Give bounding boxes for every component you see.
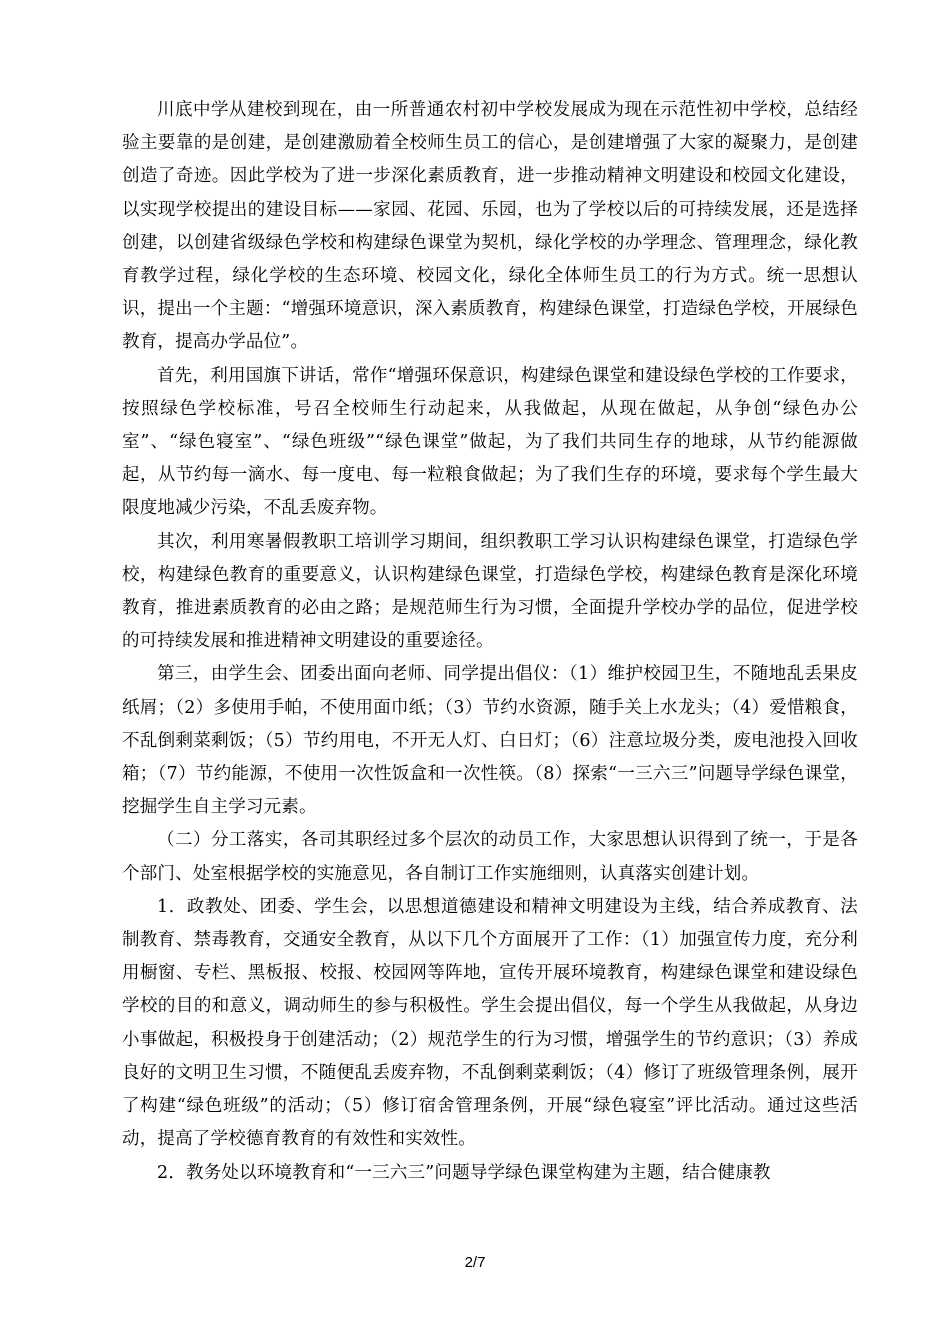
paragraph-item-two: 2．教务处以环境教育和“一三六三”问题导学绿色课堂构建为主题，结合健康教 xyxy=(157,1162,771,1183)
paragraph-section-two: （二）分工落实，各司其职经过多个层次的动员工作，大家思想认识得到了统一，于是各个部门、处室根据学校的实施意见，各自制订工作实施细则，认真落实创建计划。 xyxy=(122,830,858,884)
paragraph-intro: 川底中学从建校到现在，由一所普通农村初中学校发展成为现在示范性初中学校，总结经验主要靠的是创建，是创建激励着全校师生员工的信心，是创建增强了大家的凝聚力，是创建创造了奇迹。因此学校为了进一步深化素质教育，进一步推动精神文明建设和校园文化建设，以实现学校提出的建设目标——家园、花园、乐园，也为了学校以后的可持续发展，还是选择创建，以创建省级绿色学校和构建绿色课堂为契机，绿化学校的办学理念、管理理念，绿化教育教学过程，绿化学校的生态环境、校园文化，绿化全体师生员工的行为方式。统一思想认识，提出一个主题：“增强环境意识，深入素质教育，构建绿色课堂，打造绿色学校，开展绿色教育，提高办学品位”。 xyxy=(122,100,858,353)
paragraph-third-measure: 第三，由学生会、团委出面向老师、同学提出倡仪：（1）维护校园卫生，不随地乱丢果皮纸屑；（2）多使用手帕，不使用面巾纸；（3）节约水资源，随手关上水龙头；（4）爱惜粮食，不乱倒剩菜剩饭；（5）节约用电，不开无人灯、白日灯；（6）注意垃圾分类，废电池投入回收箱；（7）节约能源，不使用一次性饭盒和一次性筷。（8）探索“一三六三”问题导学绿色课堂，挖掘学生自主学习元素。 xyxy=(122,664,858,818)
document-body xyxy=(122,94,858,1190)
paragraph-first-measure: 首先，利用国旗下讲话，常作“增强环保意识，构建绿色课堂和建设绿色学校的工作要求，按照绿色学校标准，号召全校师生行动起来，从我做起，从现在做起，从争创“绿色办公室”、“绿色寝室”、“绿色班级”“绿色课堂”做起，为了我们共同生存的地球，从节约能源做起，从节约每一滴水、每一度电、每一粒粮食做起；为了我们生存的环境，要求每个学生最大限度地减少污染，不乱丢废弃物。 xyxy=(122,365,858,519)
paragraph-item-one: 1．政教处、团委、学生会，以思想道德建设和精神文明建设为主线，结合养成教育、法制教育、禁毒教育，交通安全教育，从以下几个方面展开了工作：（1）加强宣传力度，充分利用橱窗、专栏、黑板报、校报、校园网等阵地，宣传开展环境教育，构建绿色课堂和建设绿色学校的目的和意义，调动师生的参与积极性。学生会提出倡仪，每一个学生从我做起，从身边小事做起，积极投身于创建活动；（2）规范学生的行为习惯，增强学生的节约意识；（3）养成良好的文明卫生习惯，不随便乱丢废弃物，不乱倒剩菜剩饭；（4）修订了班级管理条例，展开了构建“绿色班级”的活动；（5）修订宿舍管理条例，开展“绿色寝室”评比活动。通过这些活动，提高了学校德育教育的有效性和实效性。 xyxy=(122,896,858,1150)
paragraph-second-measure: 其次，利用寒暑假教职工培训学习期间，组织教职工学习认识构建绿色课堂，打造绿色学校，构建绿色教育的重要意义，认识构建绿色课堂，打造绿色学校，构建绿色教育是深化环境教育，推进素质教育的必由之路；是规范师生行为习惯，全面提升学校办学的品位，促进学校的可持续发展和推进精神文明建设的重要途径。 xyxy=(122,531,858,652)
page-number: 2/7 xyxy=(464,1254,486,1271)
